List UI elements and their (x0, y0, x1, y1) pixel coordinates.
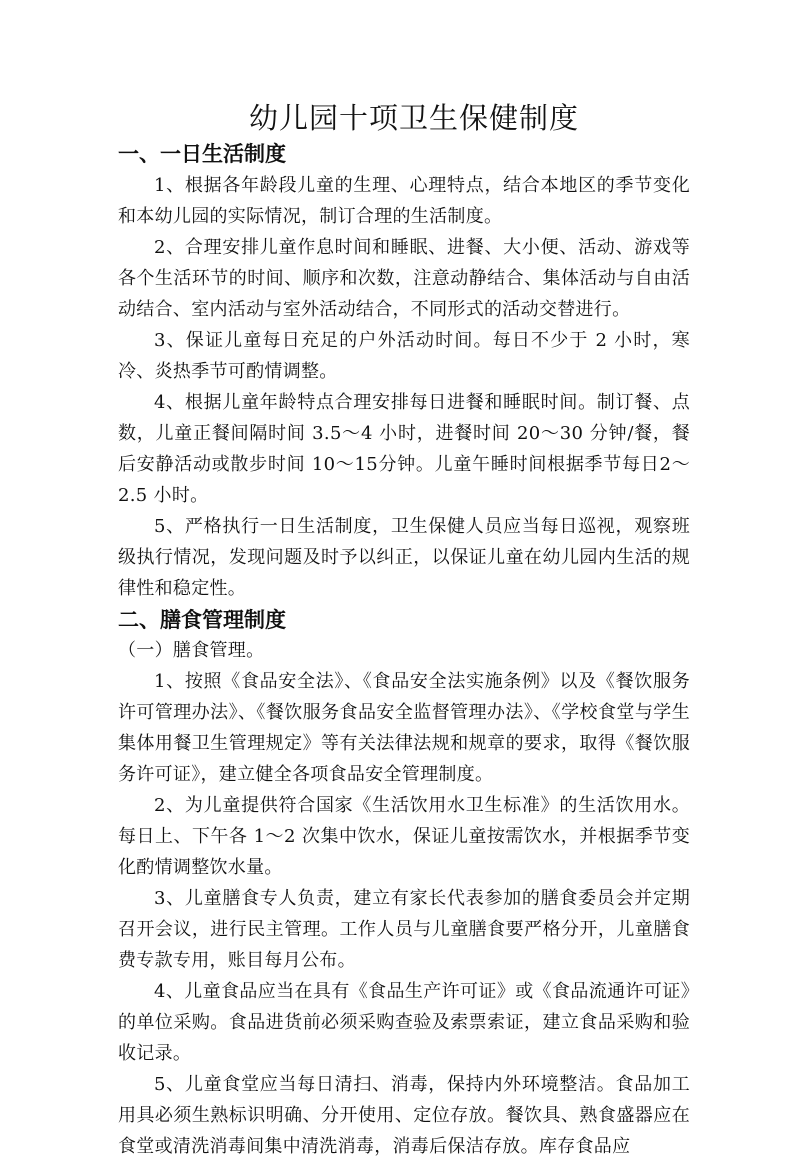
paragraph: 3、保证儿童每日充足的户外活动时间。每日不少于 2 小时，寒冷、炎热季节可酌情调整。 (118, 330, 690, 382)
subsection-heading: （一）膳食管理。 (118, 640, 265, 661)
paragraph: 4、根据儿童年龄特点合理安排每日进餐和睡眠时间。制订餐、点数，儿童正餐间隔时间 3.5～4 小时，进餐时间 20～30 分钟/餐，餐后安静活动或散步时间 10～15分钟。儿童午睡时间根据季节每日2～2.5 小时。 (118, 392, 690, 506)
paragraph: 5、严格执行一日生活制度，卫生保健人员应当每日巡视，观察班级执行情况，发现问题及时予以纠正，以保证儿童在幼儿园内生活的规律性和稳定性。 (118, 516, 690, 599)
paragraph: 2、为儿童提供符合国家《生活饮用水卫生标准》的生活饮用水。每日上、下午各 1～2 次集中饮水，保证儿童按需饮水，并根据季节变化酌情调整饮水量。 (118, 795, 690, 878)
paragraph: 4、儿童食品应当在具有《食品生产许可证》或《食品流通许可证》的单位采购。食品进货前必须采购查验及索票索证，建立食品采购和验收记录。 (118, 981, 690, 1064)
section-heading-daily-life: 一、一日生活制度 (118, 142, 286, 166)
paragraph: 5、儿童食堂应当每日清扫、消毒，保持内外环境整洁。食品加工用具必须生熟标识明确、分开使用、定位存放。餐饮具、熟食盛器应在食堂或清洗消毒间集中清洗消毒，消毒后保洁存放。库存食品应 (118, 1074, 690, 1157)
document-title: 幼儿园十项卫生保健制度 (248, 101, 579, 135)
paragraph: 1、根据各年龄段儿童的生理、心理特点，结合本地区的季节变化和本幼儿园的实际情况，制订合理的生活制度。 (118, 175, 690, 227)
paragraph: 2、合理安排儿童作息时间和睡眠、进餐、大小便、活动、游戏等各个生活环节的时间、顺序和次数，注意动静结合、集体活动与自由活动结合、室内活动与室外活动结合，不同形式的活动交替进行。 (118, 237, 690, 320)
paragraph: 1、按照《食品安全法》、《食品安全法实施条例》以及《餐饮服务许可管理办法》、《餐饮服务食品安全监督管理办法》、《学校食堂与学生集体用餐卫生管理规定》等有关法律法规和规章的要求，取得《餐饮服务许可证》，建立健全各项食品安全管理制度。 (118, 671, 690, 785)
section-heading-diet-management: 二、膳食管理制度 (118, 608, 286, 632)
paragraph: 3、儿童膳食专人负责，建立有家长代表参加的膳食委员会并定期召开会议，进行民主管理。工作人员与儿童膳食要严格分开，儿童膳食费专款专用，账目每月公布。 (118, 888, 690, 971)
